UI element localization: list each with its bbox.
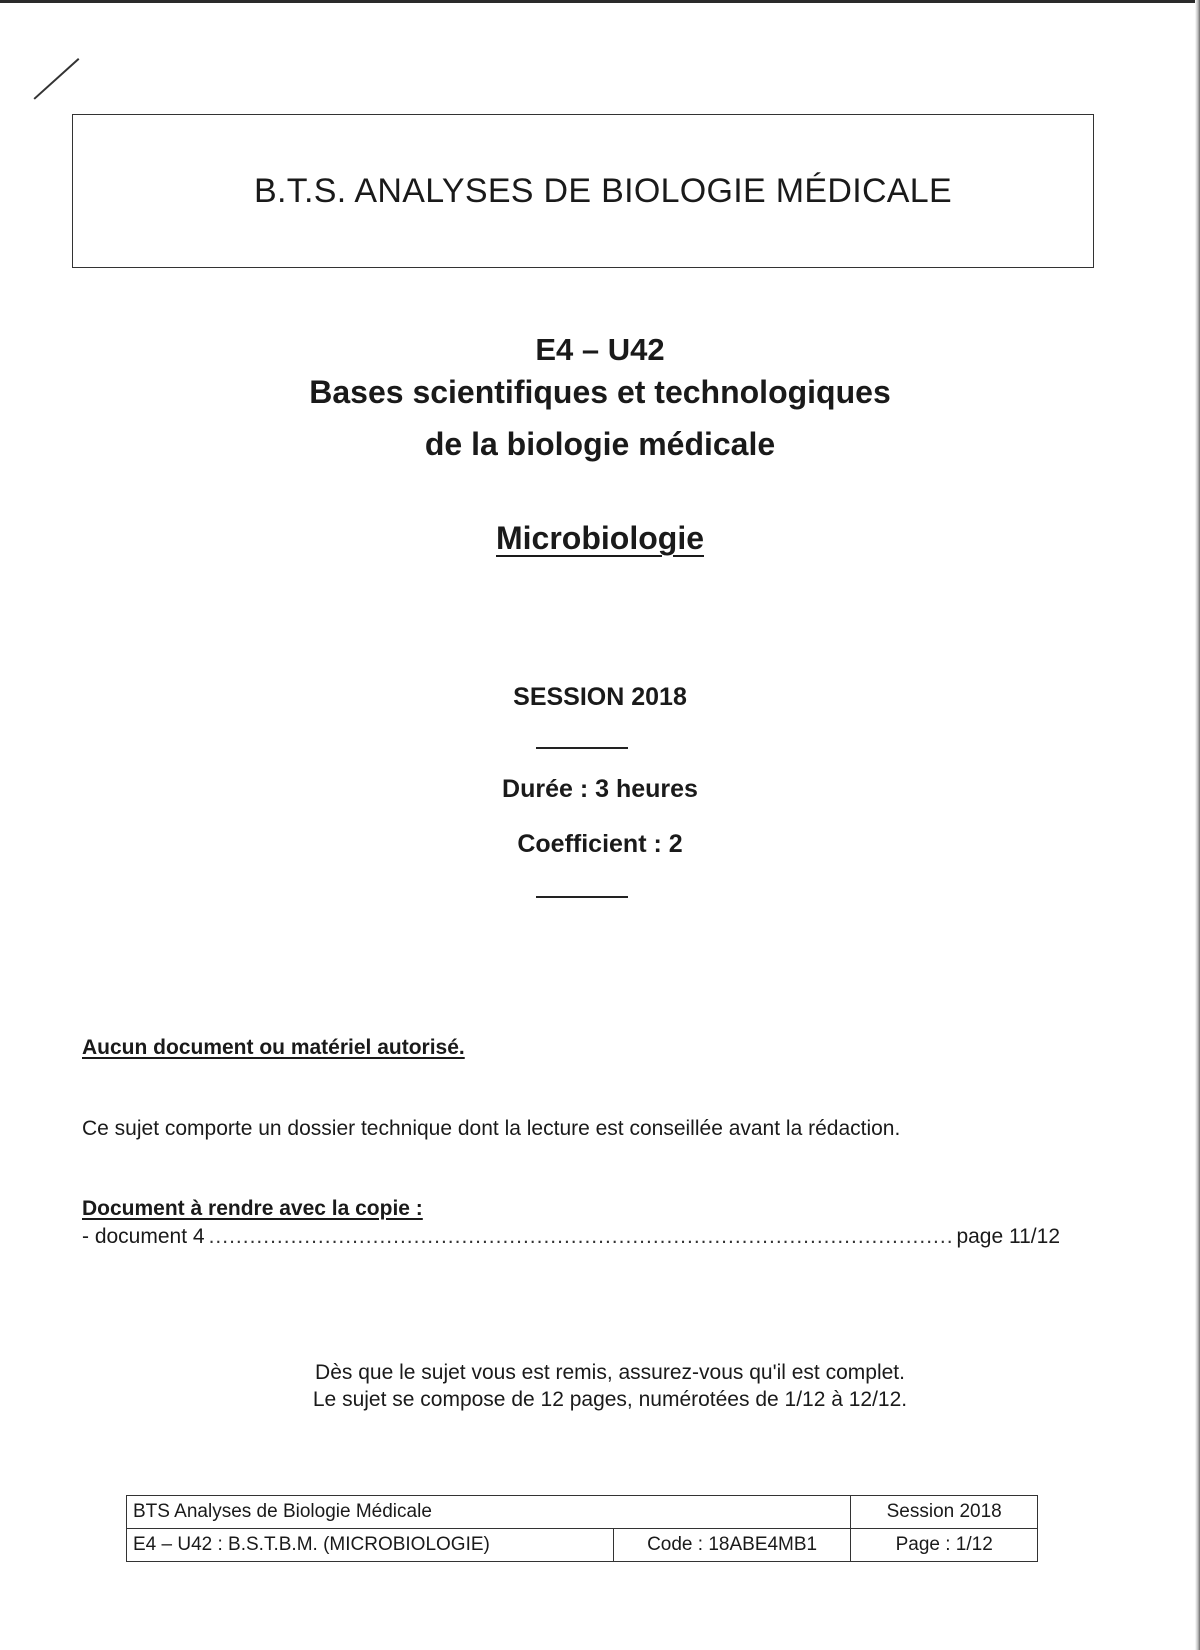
- session-label: SESSION 2018: [513, 683, 687, 711]
- footer-session: Session 2018: [851, 1496, 1038, 1529]
- return-document-item: - document 4: [82, 1225, 205, 1248]
- completeness-check-note: Dès que le sujet vous est remis, assurez-vous qu'il est complet.: [315, 1361, 905, 1384]
- program-title: B.T.S. ANALYSES DE BIOLOGIE MÉDICALE: [254, 171, 952, 210]
- divider-rule: [536, 747, 628, 749]
- corner-pen-mark: [33, 58, 79, 99]
- return-document-line: [82, 1225, 1060, 1249]
- scan-edge-top: [0, 0, 1200, 3]
- footer-table: [126, 1495, 1038, 1562]
- title-box: [72, 114, 1094, 268]
- footer-program: BTS Analyses de Biologie Médicale: [127, 1496, 851, 1529]
- exam-unit: E4 – U42: [535, 332, 665, 367]
- subject-line-1: Bases scientifiques et technologiques: [309, 374, 891, 410]
- discipline-heading: [0, 520, 1200, 557]
- footer-row-1: [127, 1496, 1038, 1529]
- footer-row-2: [127, 1529, 1038, 1562]
- dot-leader: [209, 1225, 953, 1249]
- return-document-title: Document à rendre avec la copie :: [82, 1197, 423, 1220]
- duration-label: Durée : 3 heures: [502, 775, 698, 803]
- content-note: Ce sujet comporte un dossier technique dont la lecture est conseillée avant la rédaction.: [82, 1117, 901, 1140]
- footer-page: Page : 1/12: [851, 1529, 1038, 1562]
- coefficient-label: Coefficient : 2: [517, 830, 683, 858]
- no-documents-notice: Aucun document ou matériel autorisé.: [82, 1036, 465, 1059]
- page-count-note: Le sujet se compose de 12 pages, numérotées de 1/12 à 12/12.: [312, 1388, 908, 1411]
- footer-code: Code : 18ABE4MB1: [613, 1529, 851, 1562]
- divider-rule: [536, 896, 628, 898]
- footer-exam-ref: E4 – U42 : B.S.T.B.M. (MICROBIOLOGIE): [127, 1529, 614, 1562]
- discipline-label: Microbiologie: [496, 520, 704, 556]
- return-document-page: page 11/12: [956, 1225, 1060, 1248]
- subject-line-2: de la biologie médicale: [424, 426, 776, 462]
